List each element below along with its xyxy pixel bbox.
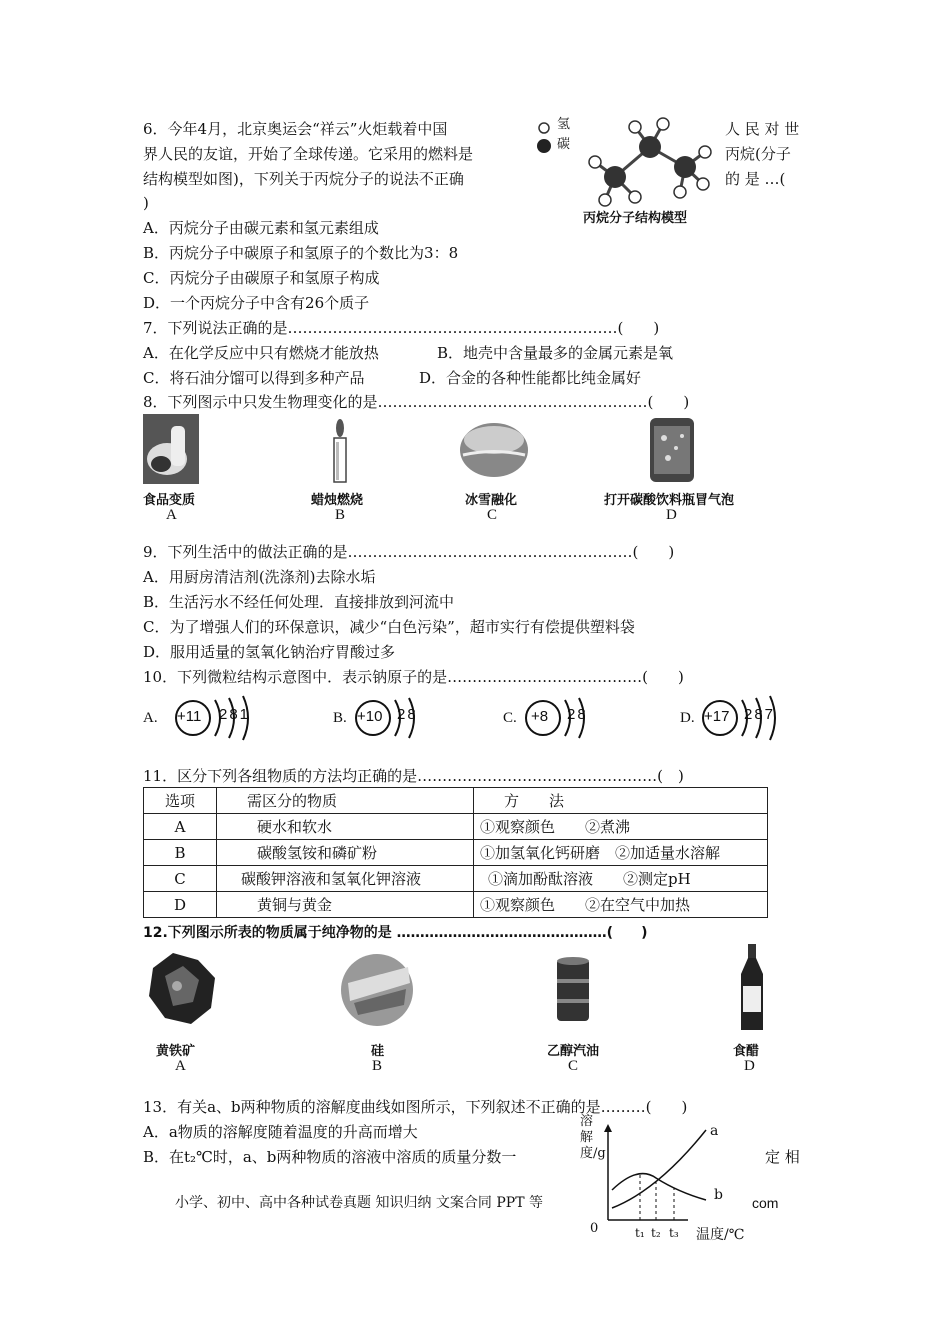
- table-cell: 碳酸钾溶液和氢氧化钾溶液: [217, 866, 474, 892]
- q6-option-a: A．丙烷分子由碳元素和氢元素组成: [143, 219, 379, 237]
- q8-letter-a: A: [166, 507, 177, 523]
- q10-stem: 10．下列微粒结构示意图中．表示钠原子的是…………………………………( ): [143, 668, 684, 686]
- q6-line1: 6．今年4月，北京奥运会“祥云”火炬载着中国: [143, 120, 448, 138]
- q13-stem: 13．有关a、b两种物质的溶解度曲线如图所示，下列叙述不正确的是………( ): [143, 1098, 688, 1116]
- q10-letter-c: C.: [503, 710, 517, 726]
- q13-option-b-right: 定 相: [765, 1148, 800, 1166]
- table-header-substances: 需区分的物质: [217, 788, 474, 814]
- q7-option-a: A．在化学反应中只有燃烧才能放热: [143, 344, 379, 362]
- q8-caption-b: 蜡烛燃烧: [311, 493, 364, 508]
- q8-figure-d: [646, 414, 698, 484]
- table-cell: B: [144, 840, 217, 866]
- table-cell: A: [144, 814, 217, 840]
- table-row: [144, 814, 768, 840]
- q8-figure-c: [459, 420, 529, 480]
- graph-ylabel: 溶解度/g: [580, 1114, 606, 1161]
- q12-letter-b: B: [372, 1058, 383, 1074]
- q6-line2-right: 丙烷(分子: [725, 145, 791, 163]
- q9-option-c: C．为了增强人们的环保意识，减少“白色污染”，超市实行有偿提供塑料袋: [143, 618, 635, 636]
- q12-figure-a: [143, 948, 223, 1028]
- q8-stem: 8．下列图示中只发生物理变化的是………………………………………………( ): [143, 393, 690, 411]
- q10-nucleus-b: +10: [357, 708, 383, 725]
- table-cell: ①滴加酚酞溶液 ②测定pH: [474, 866, 768, 892]
- table-row: [144, 866, 768, 892]
- q12-caption-b: 硅: [371, 1044, 385, 1059]
- q9-option-a: A．用厨房清洁剂(洗涤剂)去除水垢: [143, 568, 376, 586]
- table-row: [144, 892, 768, 918]
- q12-figure-c: [555, 955, 591, 1025]
- table-cell: 碳酸氢铵和磷矿粉: [217, 840, 474, 866]
- q13-option-b: B．在t₂℃时，a、b两种物质的溶液中溶质的质量分数一: [143, 1148, 517, 1166]
- candle-image: [322, 418, 358, 486]
- q10-shells-c: 28: [567, 706, 588, 723]
- q9-option-b: B．生活污水不经任何处理．直接排放到河流中: [143, 593, 455, 611]
- q7-option-c: C．将石油分馏可以得到多种产品: [143, 369, 365, 387]
- table-header-option: 选项: [144, 788, 217, 814]
- q12-letter-d: D: [744, 1058, 755, 1074]
- q6-option-d: D．一个丙烷分子中含有26个质子: [143, 294, 370, 312]
- q8-caption-a: 食品变质: [143, 493, 196, 508]
- q7-stem: 7．下列说法正确的是…………………………………………………………( ): [143, 319, 660, 337]
- q12-figure-b: [340, 953, 415, 1028]
- q10-nucleus-c: +8: [531, 708, 549, 725]
- q12-caption-a: 黄铁矿: [156, 1044, 196, 1059]
- q9-stem: 9．下列生活中的做法正确的是…………………………………………………( ): [143, 543, 675, 561]
- table-cell: ①观察颜色 ②煮沸: [474, 814, 768, 840]
- pyrite-image: [143, 948, 223, 1028]
- q13-option-a: A．a物质的溶解度随着温度的升高而增大: [143, 1123, 418, 1141]
- graph-xlabel: 温度/℃: [696, 1227, 745, 1243]
- q10-letter-a: A.: [143, 710, 158, 726]
- q7-option-b: B．地壳中含量最多的金属元素是氧: [437, 344, 674, 362]
- q8-letter-b: B: [335, 507, 346, 523]
- graph-tick-t3: t₃: [669, 1226, 679, 1240]
- q6-line3: 结构模型如图)，下列关于丙烷分子的说法不正确: [143, 170, 464, 188]
- q8-letter-d: D: [666, 507, 677, 523]
- q8-figure-a: [143, 414, 199, 484]
- q10-letter-b: B.: [333, 710, 347, 726]
- table-cell: D: [144, 892, 217, 918]
- graph-label-a: a: [710, 1123, 719, 1139]
- q12-letter-a: A: [175, 1058, 186, 1074]
- propane-model-figure: [535, 112, 720, 226]
- q10-nucleus-a: +11: [177, 708, 202, 725]
- table-cell: 硬水和软水: [217, 814, 474, 840]
- legend-hydrogen: 氢: [557, 117, 571, 132]
- q6-line1-right: 人 民 对 世: [725, 120, 800, 138]
- graph-tick-t1: t₁: [635, 1226, 645, 1240]
- q10-nucleus-d: +17: [704, 708, 730, 725]
- graph-label-b: b: [714, 1187, 723, 1203]
- q6-line2: 界人民的友谊，开始了全球传递。它采用的燃料是: [143, 145, 474, 163]
- q11-table: [143, 787, 768, 918]
- vinegar-bottle-image: [737, 944, 767, 1032]
- spoiled-food-image: [143, 414, 199, 484]
- q12-caption-c: 乙醇汽油: [547, 1044, 600, 1059]
- table-cell: 黄铜与黄金: [217, 892, 474, 918]
- q8-caption-d: 打开碳酸饮料瓶冒气泡: [604, 493, 735, 508]
- table-header-method: 方 法: [474, 788, 768, 814]
- ethanol-gasoline-barrel-image: [555, 955, 591, 1025]
- solubility-graph: [578, 1114, 758, 1250]
- q12-figure-d: [737, 944, 767, 1032]
- graph-origin: 0: [590, 1221, 599, 1236]
- q12-letter-c: C: [568, 1058, 579, 1074]
- q11-stem: 11．区分下列各组物质的方法均正确的是…………………………………………( ): [143, 767, 684, 785]
- q10-shells-d: 287: [744, 706, 776, 723]
- footer-text: 小学、初中、高中各种试卷真题 知识归纳 文案合同 PPT 等: [175, 1195, 543, 1211]
- q6-line3-right: 的 是 …(: [725, 170, 786, 188]
- table-cell: C: [144, 866, 217, 892]
- table-cell: ①观察颜色 ②在空气中加热: [474, 892, 768, 918]
- q10-letter-d: D.: [680, 710, 695, 726]
- q10-shells-b: 28: [397, 706, 418, 723]
- q8-caption-c: 冰雪融化: [465, 493, 518, 508]
- table-cell: ①加氢氧化钙研磨 ②加适量水溶解: [474, 840, 768, 866]
- q12-caption-d: 食醋: [733, 1044, 760, 1059]
- q6-option-b: B．丙烷分子中碳原子和氢原子的个数比为3：8: [143, 244, 459, 262]
- propane-model-caption: 丙烷分子结构模型: [583, 211, 688, 226]
- q10-shells-a: 281: [219, 706, 251, 723]
- footer-suffix: com: [752, 1195, 779, 1211]
- graph-tick-t2: t₂: [651, 1226, 661, 1240]
- silicon-image: [340, 953, 415, 1028]
- q12-stem: 12.下列图示所表的物质属于纯净物的是 ………………………………………( ): [143, 925, 648, 941]
- melting-snow-image: [459, 420, 529, 480]
- legend-carbon: 碳: [557, 137, 571, 152]
- soda-bottle-image: [646, 414, 698, 484]
- table-row: [144, 840, 768, 866]
- q6-line4: ): [143, 194, 149, 212]
- table-header-row: [144, 788, 768, 814]
- q8-letter-c: C: [487, 507, 498, 523]
- q8-figure-b: [322, 418, 358, 486]
- q9-option-d: D．服用适量的氢氧化钠治疗胃酸过多: [143, 643, 396, 661]
- q7-option-d: D．合金的各种性能都比纯金属好: [419, 369, 642, 387]
- atom-diagram-a: [159, 692, 269, 752]
- q6-option-c: C．丙烷分子由碳原子和氢原子构成: [143, 269, 380, 287]
